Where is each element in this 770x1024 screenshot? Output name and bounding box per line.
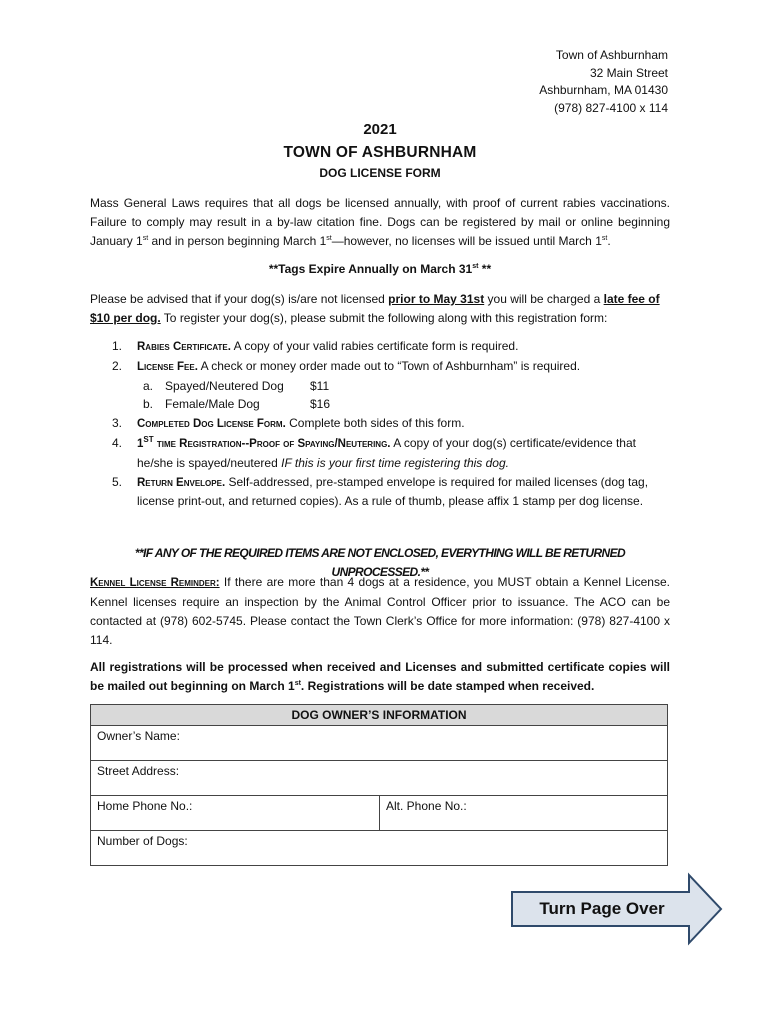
requirement-text: Self-addressed, pre-stamped envelope is required for mailed licenses (dog tag, license print-out, and returned copies). As a rule of thumb, please affix 1 stamp per dog license. [137,474,649,509]
town-title: TOWN OF ASHBURNHAM [283,144,477,161]
kennel-reminder-text: If there are more than 4 dogs at a residence, you MUST obtain a Kennel License. Kennel licenses require an inspection by the Animal Control Officer prior to issuance. The ACO can be contacted at (978) 602-5745. Please contact the Town Clerk’s Office for more information: (978) 827-4100 x 114. [90,575,670,647]
requirement-title: License Fee. [137,360,198,373]
requirement-completed-form [90,414,670,434]
requirement-title: Completed Dog License Form. [137,418,286,431]
late-fee-text-2: you will be charged a [484,292,604,306]
intro-sup-3: st [601,235,608,242]
tags-notice-text: **Tags Expire Annually on March 31 [268,262,473,276]
requirement-text: Complete both sides of this form. [285,416,465,431]
kennel-reminder-title: Kennel License Reminder: [90,577,220,589]
requirement-text: A copy of your valid rabies certificate form is required. [230,339,519,353]
fee-spayed-neutered [137,377,670,396]
requirement-title: time Registration--Proof of Spaying/Neutering. [153,437,391,450]
unprocessed-warning: **IF ANY OF THE REQUIRED ITEMS ARE NOT ENCLOSED, EVERYTHING WILL BE RETURNED UNPROCESSED.** [134,546,626,579]
requirement-number: 4. [112,435,123,450]
tags-notice-sup: st [472,263,479,270]
late-fee-paragraph [90,290,670,328]
requirement-title-number: 1 [137,437,144,450]
address-line-town: Town of Ashburnham [555,48,668,62]
owner-info-heading: DOG OWNER’S INFORMATION [91,705,668,726]
requirement-text: A copy of your dog(s) certificate/evidence that he/she is spayed/neutered [137,435,636,470]
intro-paragraph [90,194,670,251]
intro-sup-2: st [326,235,332,242]
intro-text-2: and in person beginning March 1 [148,234,327,248]
requirement-number: 2. [112,358,123,373]
fee-letter: b. [143,397,154,412]
late-fee-deadline: prior to May 31st [388,292,485,306]
tags-notice-end: ** [478,262,492,276]
requirement-license-fee [90,357,670,414]
turn-page-label: Turn Page Over [539,899,665,918]
intro-sup-1: st [142,235,149,242]
late-fee-text-3: To register your dog(s), please submit the following along with this registration form: [160,311,608,325]
alt-phone-field[interactable] [380,795,668,830]
town-address-block [539,47,668,117]
fee-label: Spayed/Neutered Dog [165,378,284,393]
owner-name-field[interactable] [91,725,668,760]
form-year: 2021 [363,121,397,138]
requirement-title: Rabies Certificate. [137,341,231,353]
home-phone-label: Home Phone No.: [97,798,193,813]
requirement-number: 5. [112,474,123,489]
fee-label: Female/Male Dog [165,397,260,412]
processing-notice [90,658,670,696]
requirement-title-sup: st [143,432,154,445]
intro-text-3: —however, no licenses will be issued until March 1 [331,234,602,248]
fee-price: $11 [310,378,330,393]
processing-sup: st [294,680,301,687]
alt-phone-label: Alt. Phone No.: [386,798,467,813]
requirement-title: Return Envelope. [137,476,226,489]
number-of-dogs-field[interactable] [91,830,668,865]
late-fee-text-1: Please be advised that if your dog(s) is/are not licensed [90,292,389,306]
address-line-city: Ashburnham, MA 01430 [539,83,668,97]
number-of-dogs-label: Number of Dogs: [97,833,188,848]
fee-female-male [137,395,670,414]
requirement-text: A check or money order made out to “Town of Ashburnham” is required. [197,358,581,373]
requirement-proof-of-spaying [90,434,670,473]
requirement-number: 3. [112,416,123,431]
intro-text-1: Mass General Laws requires that all dogs be licensed annually, with proof of current rabies vaccinations. Failure to comply may result in a by-law citation fine. Dogs can be registered by mail or online beginning January 1 [90,196,670,248]
requirement-number: 1. [112,339,123,353]
fee-letter: a. [143,378,154,393]
processing-text-1: All registrations will be processed when received and Licenses and submitted certificate copies will be mailed out beginning on March 1 [90,660,670,693]
tags-expire-notice [90,260,670,279]
requirements-list [90,337,670,511]
kennel-reminder [90,573,670,650]
requirement-return-envelope [90,473,670,512]
intro-text-4: . [607,234,611,248]
requirement-italic-note: IF this is your first time registering this dog. [281,455,509,470]
address-line-phone: (978) 827-4100 x 114 [554,100,668,115]
processing-text-2: . Registrations will be date stamped when received. [300,679,595,693]
street-address-label: Street Address: [97,763,180,778]
owner-name-label: Owner’s Name: [97,728,180,743]
requirement-rabies-certificate [90,337,670,357]
fee-price: $16 [310,397,331,412]
home-phone-field[interactable] [91,795,380,830]
late-fee-amount: late fee of $10 per dog. [90,292,660,325]
form-title: DOG LICENSE FORM [319,166,441,180]
address-line-street: 32 Main Street [589,65,668,80]
dog-owner-information-table [90,704,668,866]
street-address-field[interactable] [91,760,668,795]
